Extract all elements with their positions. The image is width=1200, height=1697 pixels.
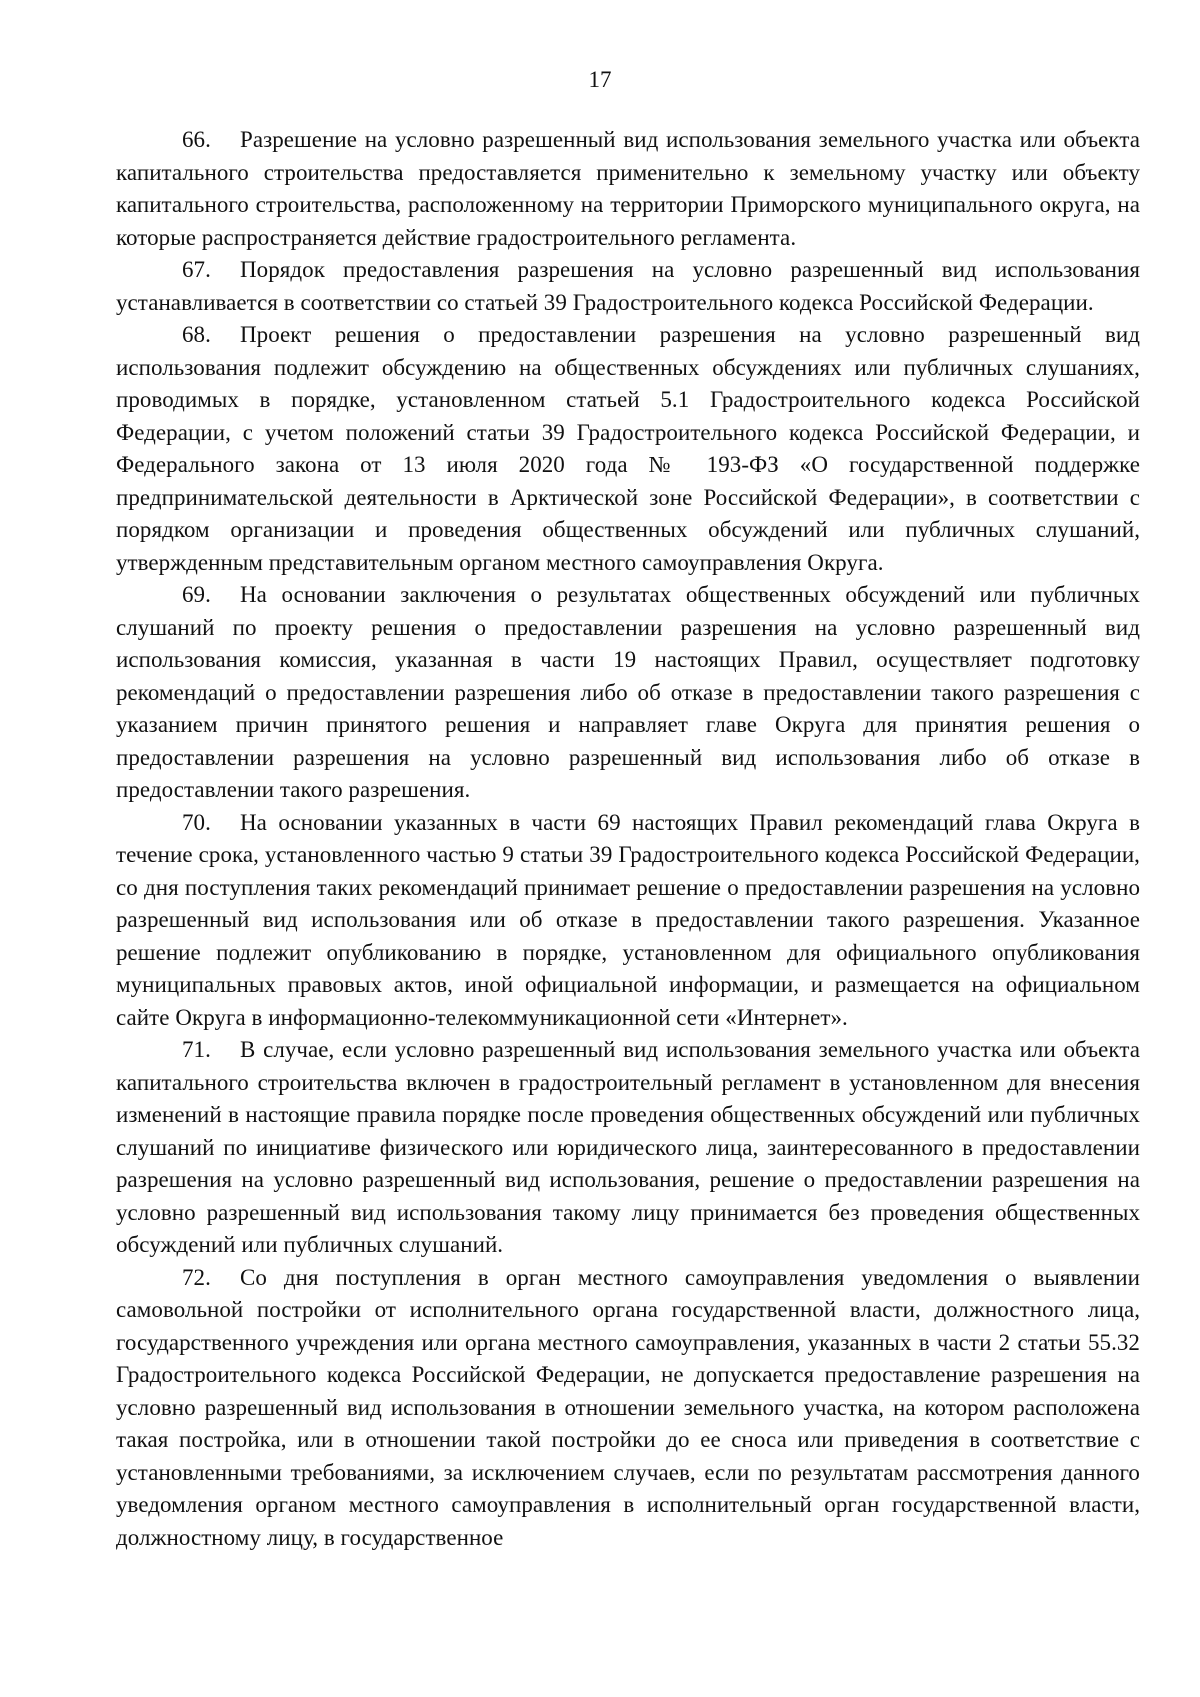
document-body	[116, 124, 1140, 1554]
clause-70	[116, 807, 1140, 1035]
clause-text: Проект решения о предоставлении разрешения на условно разрешенный вид использования подлежит обсуждению на общественных обсуждениях или публичных слушаниях, проводимых в порядке, установленном статьей 5.1 Градостроительного кодекса Российской Федерации, с учетом положений статьи 39 Градостроительного кодекса Российской Федерации, и Федерального закона от 13 июля 2020 года № 193-ФЗ «О государственной поддержке предпринимательской деятельности в Арктической зоне Российской Федерации», в соответствии с порядком организации и проведения общественных обсуждений или публичных слушаний, утвержденным представительным органом местного самоуправления Округа.	[116, 322, 1140, 575]
clause-number: 71.	[182, 1037, 211, 1062]
clause-71	[116, 1034, 1140, 1262]
clause-number: 72.	[182, 1264, 211, 1290]
clause-68	[116, 319, 1140, 579]
clause-text: Разрешение на условно разрешенный вид использования земельного участка или объекта капитального строительства предоставляется применительно к земельному участку или объекту капитального строительства, расположенному на территории Приморского муниципального округа, на которые распространяется действие градостроительного регламента.	[116, 127, 1140, 250]
clause-67	[116, 254, 1140, 319]
clause-number: 68.	[182, 322, 211, 347]
clause-number: 69.	[182, 582, 211, 607]
clause-number: 66.	[182, 127, 211, 152]
clause-text: На основании заключения о результатах общественных обсуждений или публичных слушаний по проекту решения о предоставлении разрешения на условно разрешенный вид использования комиссия, указанная в части 19 настоящих Правил, осуществляет подготовку рекомендаций о предоставлении разрешения либо об отказе в предоставлении такого разрешения с указанием причин принятого решения и направляет главе Округа для принятия решения о предоставлении разрешения на условно разрешенный вид использования либо об отказе в предоставлении такого разрешения.	[116, 582, 1140, 802]
clause-72	[116, 1262, 1140, 1555]
clause-number: 70.	[182, 809, 211, 835]
page-number: 17	[588, 67, 612, 92]
clause-text: В случае, если условно разрешенный вид использования земельного участка или объекта капитального строительства включен в градостроительный регламент в установленном для внесения изменений в настоящие правила порядке после проведения общественных обсуждений или публичных слушаний по инициативе физического или юридического лица, заинтересованного в предоставлении разрешения на условно разрешенный вид использования, решение о предоставлении разрешения на условно разрешенный вид использования такому лицу принимается без проведения общественных обсуждений или публичных слушаний.	[116, 1037, 1140, 1257]
clause-text: Порядок предоставления разрешения на условно разрешенный вид использования устанавливается в соответствии со статьей 39 Градостроительного кодекса Российской Федерации.	[116, 257, 1140, 315]
clause-text: На основании указанных в части 69 настоящих Правил рекомендаций глава Округа в течение срока, установленного частью 9 статьи 39 Градостроительного кодекса Российской Федерации, со дня поступления таких рекомендаций принимает решение о предоставлении разрешения на условно разрешенный вид использования или об отказе в предоставлении такого разрешения. Указанное решение подлежит опубликованию в порядке, установленном для официального опубликования муниципальных правовых актов, иной официальной информации, и размещается на официальном сайте Округа в информационно-телекоммуникационной сети «Интернет».	[116, 809, 1140, 1030]
clause-text: Со дня поступления в орган местного самоуправления уведомления о выявлении самовольной постройки от исполнительного органа государственной власти, должностного лица, государственного учреждения или органа местного самоуправления, указанных в части 2 статьи 55.32 Градостроительного кодекса Российской Федерации, не допускается предоставление разрешения на условно разрешенный вид использования в отношении земельного участка, на котором расположена такая постройка, или в отношении такой постройки до ее сноса или приведения в соответствие с установленными требованиями, за исключением случаев, если по результатам рассмотрения данного уведомления органом местного самоуправления в исполнительный орган государственной власти, должностному лицу, в государственное	[116, 1264, 1140, 1550]
clause-number: 67.	[182, 257, 211, 282]
clause-69	[116, 579, 1140, 807]
clause-66	[116, 124, 1140, 254]
